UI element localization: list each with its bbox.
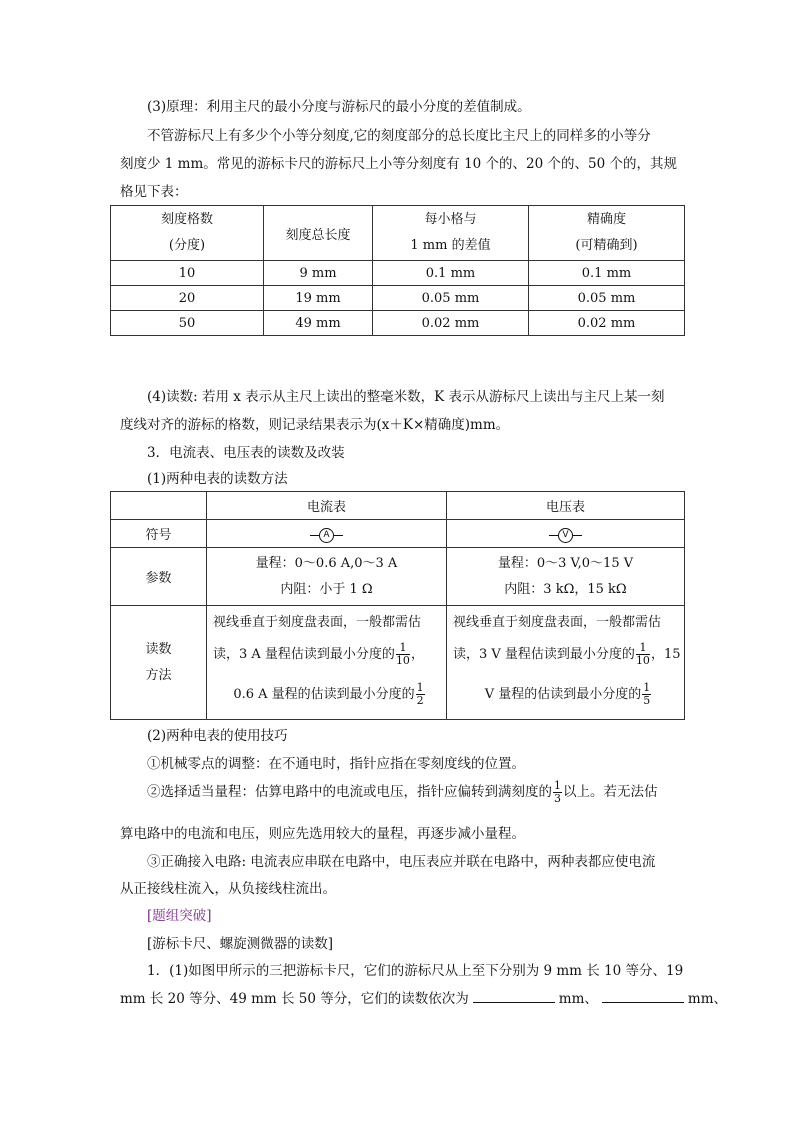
corner-cell — [111, 492, 207, 520]
header-difference: 每小格与 1 mm 的差值 — [373, 206, 529, 261]
fraction: $\frac{1}{3}$ — [554, 779, 561, 805]
question-line: 1．(1)如图甲所示的三把游标卡尺，它们的游标尺从上至下分别为 9 mm 长 10 等分、19 — [147, 963, 684, 979]
ammeter-params: 量程：0～0.6 A,0～3 A 内阻：小于 1 Ω — [207, 548, 447, 606]
tip-item: ③正确接入电路: 电流表应串联在电路中，电压表应并联在电路中，两种表都应使电流 — [147, 854, 656, 870]
header-precision: 精确度 (可精确到) — [529, 206, 685, 261]
vernier-table — [110, 205, 685, 336]
paragraph-line: 从正接线柱流入，从负接线柱流出。 — [120, 881, 336, 897]
ammeter-reading: 视线垂直于刻度盘表面，一般都需估 读，3 A 量程估读到最小分度的 $\frac{1}{10}$ ， 0.6 A 量程的估读到最小分度的 $\frac{1}{2}$ — [207, 606, 447, 720]
table-row: 10 9 mm 0.1 mm 0.1 mm — [111, 261, 685, 286]
section-heading: 3．电流表、电压表的读数及改装 — [147, 445, 345, 461]
row-label-reading: 读数 方法 — [111, 606, 207, 720]
voltmeter-reading: 视线垂直于刻度盘表面，一般都需估 读，3 V 量程估读到最小分度的 $\frac{1}{10}$ ，15 V 量程的估读到最小分度的 $\frac{1}{5}$ — [447, 606, 685, 720]
paragraph-line: 刻度少 1 mm。常见的游标卡尺的游标尺上小等分刻度有 10 个的、20 个的、50 个的，其规 — [120, 156, 677, 172]
paragraph-line: 不管游标尺上有多少个小等分刻度,它的刻度部分的总长度比主尺上的同样多的小等分 — [147, 128, 651, 144]
paragraph-line: 算电路中的电流和电压，则应先选用较大的量程，再逐步减小量程。 — [120, 826, 525, 842]
subsection-heading: (2)两种电表的使用技巧 — [147, 728, 288, 744]
header-total-length: 刻度总长度 — [264, 206, 373, 261]
voltmeter-icon: V — [549, 528, 582, 543]
table-row: 50 49 mm 0.02 mm 0.02 mm — [111, 311, 685, 336]
header-voltmeter: 电压表 — [447, 492, 685, 520]
ammeter-icon: A — [310, 528, 343, 543]
paragraph-line: 度线对齐的游标的格数，则记录结果表示为(x＋K×精确度)mm。 — [120, 417, 510, 433]
answer-blank[interactable] — [473, 990, 555, 1003]
tip-item: ①机械零点的调整：在不通电时，指针应指在零刻度线的位置。 — [147, 756, 525, 772]
topic-heading: [游标卡尺、螺旋测微器的读数] — [147, 936, 334, 952]
reading-paragraph: (4)读数: 若用 x 表示从主尺上读出的整毫米数，K 表示从游标尺上读出与主尺上某一刻 — [147, 389, 665, 405]
answer-blank[interactable] — [602, 990, 684, 1003]
group-heading: [题组突破] — [147, 908, 212, 924]
fraction: $\frac{1}{2}$ — [416, 680, 424, 707]
row-label-symbol: 符号 — [111, 520, 207, 548]
fraction: $\frac{1}{10}$ — [395, 640, 410, 667]
header-divisions: 刻度格数 (分度) — [111, 206, 264, 261]
voltmeter-params: 量程：0～3 V,0～15 V 内阻：3 kΩ，15 kΩ — [447, 548, 685, 606]
fraction: $\frac{1}{5}$ — [643, 680, 651, 707]
principle-paragraph: (3)原理：利用主尺的最小分度与游标尺的最小分度的差值制成。 — [147, 99, 531, 115]
paragraph-line: 格见下表： — [120, 184, 188, 200]
row-label-param: 参数 — [111, 548, 207, 606]
question-line: mm 长 20 等分、49 mm 长 50 等分，它们的读数依次为 mm、 mm、 — [120, 991, 727, 1007]
tip-item: ②选择适当量程：估算电路中的电流或电压，指针应偏转到满刻度的 $\frac{1}{3}$ 以上。若无法估 — [147, 779, 658, 805]
voltmeter-symbol — [447, 520, 685, 548]
fraction: $\frac{1}{10}$ — [635, 640, 650, 667]
ammeter-symbol — [207, 520, 447, 548]
table-row: 20 19 mm 0.05 mm 0.05 mm — [111, 286, 685, 311]
header-ammeter: 电流表 — [207, 492, 447, 520]
meter-table — [110, 491, 685, 720]
subsection-heading: (1)两种电表的读数方法 — [147, 471, 288, 487]
